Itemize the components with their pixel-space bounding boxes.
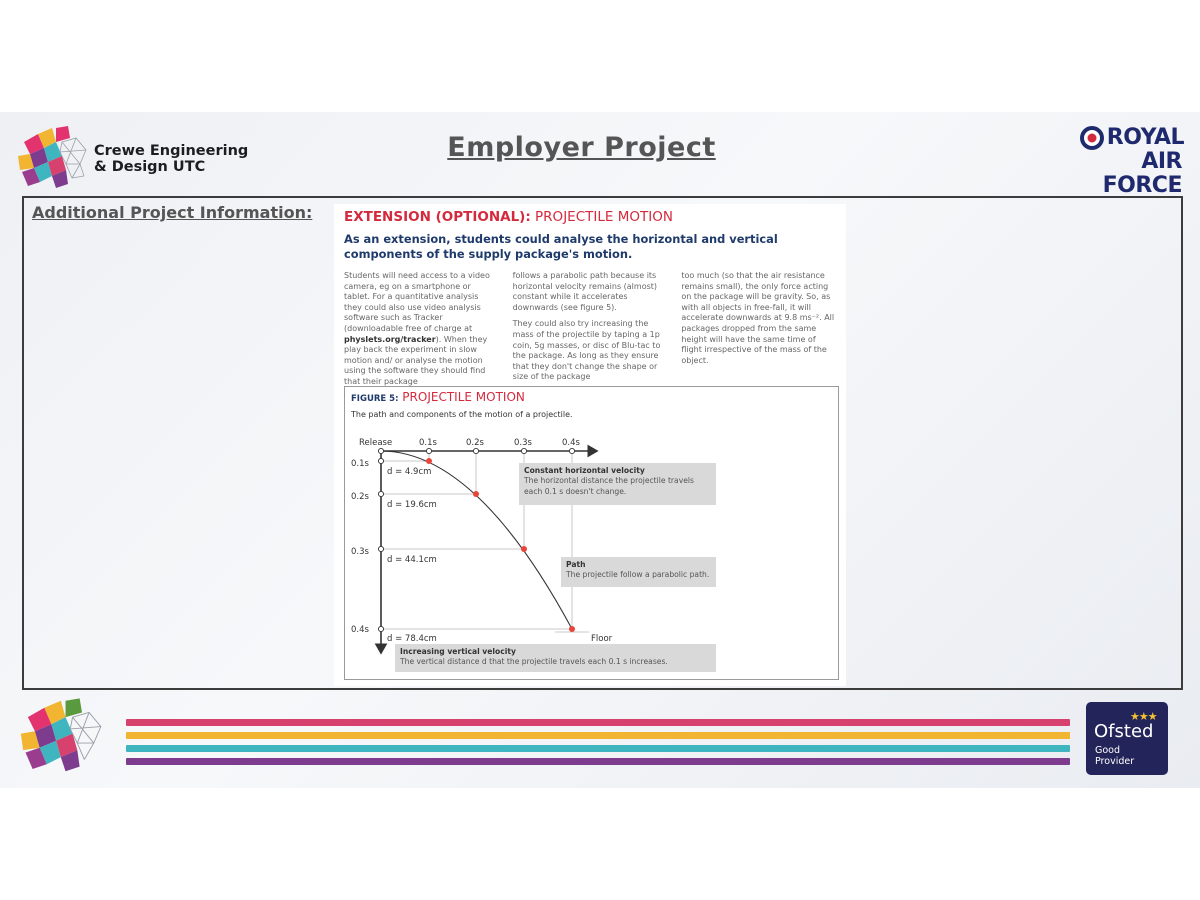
- stripe-purple: [126, 758, 1070, 765]
- page-title: Employer Project: [447, 132, 716, 163]
- school-name-line2: & Design UTC: [94, 159, 206, 175]
- extract-heading-bold: EXTENSION (OPTIONAL):: [344, 209, 531, 225]
- y-tick-node: [378, 626, 383, 631]
- col2-paragraph-2: They could also try increasing the mass of the projectile by taping a 1p coin, 5g masses, or disc of Blu-tac to the package. As long as they ensure that they don't change the shape or size of the package: [512, 319, 661, 382]
- info-horizontal-title: Constant horizontal velocity: [524, 466, 645, 475]
- distance-label-2: d = 19.6cm: [387, 500, 437, 510]
- extract-column-1: [344, 271, 499, 394]
- col1-text-end: ). When they play back the experiment in slow motion and/ or analyse the motion using the software they should find that their package: [344, 334, 488, 386]
- stripe-pink: [126, 719, 1070, 726]
- extract-column-2: [513, 271, 668, 394]
- stripe-teal: [126, 745, 1070, 752]
- col2-paragraph-1: follows a parabolic path because its horizontal velocity remains (almost) constant while it accelerates downwards (see figure 5).: [512, 271, 658, 312]
- release-node: [378, 448, 383, 453]
- stripe-yellow: [126, 732, 1070, 739]
- ofsted-stars-icon: ★★★: [1130, 710, 1157, 723]
- slide: [0, 112, 1200, 788]
- figure-caption: The path and components of the motion of a projectile.: [351, 410, 573, 419]
- x-tick-node: [521, 448, 526, 453]
- distance-label-3: d = 44.1cm: [387, 555, 437, 565]
- extract-heading: [344, 209, 836, 225]
- distance-label-4: d = 78.4cm: [387, 634, 437, 644]
- figure-5: [344, 386, 839, 680]
- info-vertical-text: The vertical distance d that the projectile travels each 0.1 s increases.: [400, 657, 668, 667]
- x-label-0.3s: 0.3s: [514, 438, 532, 448]
- figure-title-text: PROJECTILE MOTION: [398, 390, 525, 404]
- info-horizontal-text: The horizontal distance the projectile travels each 0.1 s doesn't change.: [524, 476, 694, 496]
- extract-column-3: [681, 271, 836, 394]
- raf-logo-text: [1076, 126, 1184, 198]
- x-label-0.4s: 0.4s: [562, 438, 580, 448]
- ofsted-grade: [1095, 745, 1134, 767]
- y-tick-node: [378, 458, 383, 463]
- info-path-title: Path: [566, 560, 586, 569]
- x-tick-node: [473, 448, 478, 453]
- projectile-position-marker: [473, 491, 479, 497]
- extract-heading-rest: PROJECTILE MOTION: [530, 209, 673, 225]
- ofsted-badge: [1086, 702, 1168, 775]
- ofsted-word: Ofsted: [1094, 721, 1154, 742]
- col3-paragraph-1: too much (so that the air resistance remains small), the only force acting on the package will be gravity. So, as with all objects in free-fall, it will accelerate downwards at 9.8 ms⁻². All packages dropped from the same height will have the same time of flight irrespective of the mass of the object.: [681, 271, 835, 365]
- x-label-0.2s: 0.2s: [466, 438, 484, 448]
- x-label-0.1s: 0.1s: [419, 438, 437, 448]
- release-label: Release: [359, 438, 393, 448]
- floor-label: Floor: [591, 634, 613, 644]
- school-name-line1: Crewe Engineering: [94, 143, 249, 159]
- y-label-0.3s: 0.3s: [351, 547, 369, 557]
- col1-text: Students will need access to a video camera, eg on a smartphone or tablet. For a quantitative analysis they could also use video analysis software such as Tracker (downloadable free of charge at: [344, 271, 490, 333]
- y-label-0.1s: 0.1s: [351, 459, 369, 469]
- ofsted-grade-line2: Provider: [1095, 756, 1135, 767]
- info-box-vertical: [395, 644, 716, 672]
- content-frame: [22, 196, 1183, 690]
- y-label-0.4s: 0.4s: [351, 625, 369, 635]
- x-tick-node: [426, 448, 431, 453]
- info-path-text: The projectile follow a parabolic path.: [566, 570, 710, 580]
- extract-document: [334, 204, 846, 686]
- projectile-diagram: [345, 387, 840, 681]
- projectile-position-marker: [521, 546, 527, 552]
- raf-line1: ROYAL: [1106, 125, 1184, 150]
- figure-label: FIGURE 5:: [351, 394, 399, 404]
- colour-stripes: [126, 719, 1070, 771]
- extract-intro: As an extension, students could analyse the horizontal and vertical components of the supply package's motion.: [344, 232, 778, 261]
- projectile-position-marker: [426, 458, 432, 464]
- extract-columns: [344, 271, 836, 394]
- y-label-0.2s: 0.2s: [351, 492, 369, 502]
- ofsted-grade-line1: Good: [1095, 745, 1121, 756]
- distance-label-1: d = 4.9cm: [387, 467, 432, 477]
- x-tick-node: [569, 448, 574, 453]
- section-label: Additional Project Information:: [32, 203, 313, 222]
- raf-line2: AIR FORCE: [1102, 149, 1182, 198]
- tracker-link: physlets.org/tracker: [344, 334, 436, 344]
- y-tick-node: [378, 546, 383, 551]
- info-box-path: [561, 557, 716, 587]
- info-box-horizontal: [519, 463, 716, 505]
- y-tick-node: [378, 491, 383, 496]
- projectile-position-marker: [569, 626, 575, 632]
- utc-footer-logo-icon: [16, 696, 108, 776]
- info-vertical-title: Increasing vertical velocity: [400, 647, 516, 656]
